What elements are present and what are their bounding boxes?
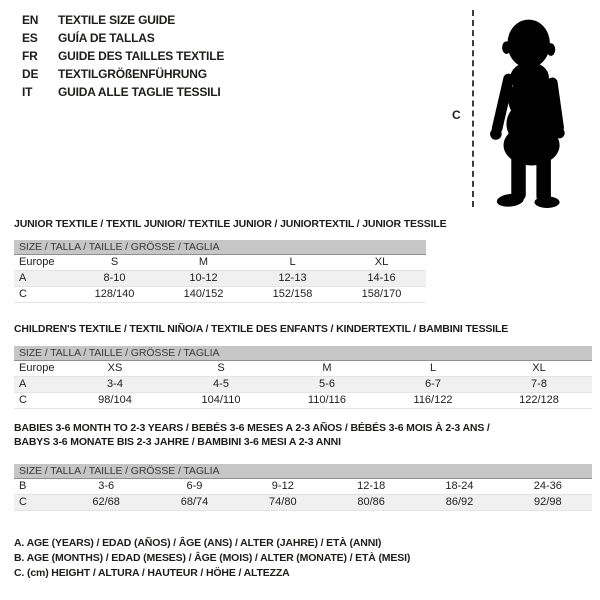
babies-table-title — [14, 421, 490, 449]
table-cell: 12-13 — [278, 272, 307, 284]
table-cell: 74/80 — [269, 496, 297, 508]
table-cell: 12-18 — [357, 480, 386, 492]
table-row — [14, 479, 592, 495]
row-label: A — [19, 378, 27, 390]
children-table-title: CHILDREN'S TEXTILE / TEXTIL NIÑO/A / TEXTILE DES ENFANTS / KINDERTEXTIL / BAMBINI TESSILE — [14, 323, 509, 335]
babies-table-title-line2: BABYS 3-6 MONATE BIS 2-3 JAHRE / BAMBINI 3-6 MESI A 2-3 ANNI — [14, 436, 341, 448]
table-cell: 104/110 — [201, 394, 241, 406]
table-cell: 80/86 — [357, 496, 385, 508]
table-cell: L — [289, 256, 296, 268]
note-height-cm: C. (cm) HEIGHT / ALTURA / HAUTEUR / HÖHE / ALTEZZA — [14, 567, 290, 579]
table-cell: 122/128 — [519, 394, 559, 406]
junior-size-table — [14, 240, 426, 303]
language-code: FR — [22, 49, 38, 63]
table-cell: 10-12 — [189, 272, 218, 284]
height-dashed-line — [472, 10, 474, 207]
language-title: GUÍA DE TALLAS — [58, 31, 155, 45]
table-cell: 24-36 — [533, 480, 562, 492]
row-label: C — [19, 288, 27, 300]
table-cell: 128/140 — [94, 288, 135, 300]
size-header-bar: SIZE / TALLA / TAILLE / GRÖSSE / TAGLIA — [14, 346, 592, 361]
table-cell: 116/122 — [413, 394, 453, 406]
table-cell: 62/68 — [92, 496, 120, 508]
table-cell: 86/92 — [445, 496, 474, 508]
table-row — [14, 393, 592, 409]
row-label: Europe — [19, 256, 55, 268]
table-cell: XS — [107, 362, 123, 374]
height-measure-label: C — [452, 108, 461, 122]
table-cell: 7-8 — [531, 378, 547, 390]
language-title: GUIDA ALLE TAGLIE TESSILI — [58, 85, 221, 99]
language-code: DE — [22, 67, 39, 81]
table-cell: 9-12 — [271, 480, 294, 492]
table-cell: XL — [532, 362, 546, 374]
table-row — [14, 495, 592, 511]
table-cell: 6-7 — [425, 378, 441, 390]
table-cell: 92/98 — [534, 496, 562, 508]
note-age-years: A. AGE (YEARS) / EDAD (AÑOS) / ÂGE (ANS) / ALTER (JAHRE) / ETÀ (ANNI) — [14, 537, 382, 549]
table-cell: 152/158 — [272, 288, 313, 300]
row-label: C — [19, 394, 27, 406]
table-cell: 5-6 — [319, 378, 335, 390]
table-cell: 158/170 — [361, 288, 402, 300]
table-row — [14, 287, 426, 303]
table-cell: L — [429, 362, 437, 374]
row-label: B — [19, 480, 27, 492]
table-cell: 3-6 — [98, 480, 115, 492]
language-code: EN — [22, 13, 39, 27]
language-row — [22, 65, 224, 83]
language-title: TEXTILE SIZE GUIDE — [58, 13, 176, 27]
table-cell: S — [217, 362, 225, 374]
row-label: C — [19, 496, 27, 508]
language-row — [22, 47, 224, 65]
table-cell: 4-5 — [213, 378, 229, 390]
table-row — [14, 255, 426, 271]
babies-size-table — [14, 464, 592, 511]
table-row — [14, 377, 592, 393]
table-cell: 68/74 — [180, 496, 209, 508]
language-title: TEXTILGRÖßENFÜHRUNG — [58, 67, 207, 81]
language-row — [22, 29, 224, 47]
junior-table-title: JUNIOR TEXTILE / TEXTIL JUNIOR/ TEXTILE JUNIOR / JUNIORTEXTIL / JUNIOR TESSILE — [14, 218, 447, 230]
language-row — [22, 11, 224, 29]
note-age-months: B. AGE (MONTHS) / EDAD (MESES) / ÂGE (MOIS) / ALTER (MONATE) / ETÀ (MESI) — [14, 552, 411, 564]
language-row — [22, 83, 224, 101]
table-cell: S — [110, 256, 119, 268]
babies-table-title-line1: BABIES 3-6 MONTH TO 2-3 YEARS / BEBÉS 3-6 MESES A 2-3 AÑOS / BÉBÉS 3-6 MOIS À 2-3 ANS / — [14, 422, 490, 434]
legend-notes — [14, 536, 410, 581]
language-title: GUIDE DES TAILLES TEXTILE — [58, 49, 225, 63]
table-cell: 98/104 — [98, 394, 132, 406]
children-size-table — [14, 346, 592, 409]
language-code: IT — [22, 85, 33, 99]
table-cell: 18-24 — [445, 480, 474, 492]
table-cell: 8-10 — [103, 272, 126, 284]
size-header-bar: SIZE / TALLA / TAILLE / GRÖSSE / TAGLIA — [14, 240, 426, 255]
table-cell: M — [322, 362, 332, 374]
table-row — [14, 361, 592, 377]
toddler-silhouette-icon — [485, 8, 582, 208]
table-cell: 3-4 — [107, 378, 123, 390]
size-header-bar: SIZE / TALLA / TAILLE / GRÖSSE / TAGLIA — [14, 464, 592, 479]
table-cell: 110/116 — [307, 394, 347, 406]
language-code: ES — [22, 31, 38, 45]
table-cell: 140/152 — [183, 288, 224, 300]
table-row — [14, 271, 426, 287]
table-cell: XL — [374, 256, 389, 268]
table-cell: M — [198, 256, 209, 268]
row-label: A — [19, 272, 27, 284]
table-cell: 14-16 — [367, 272, 396, 284]
language-title-list — [22, 11, 224, 101]
row-label: Europe — [19, 362, 55, 374]
table-cell: 6-9 — [186, 480, 203, 492]
